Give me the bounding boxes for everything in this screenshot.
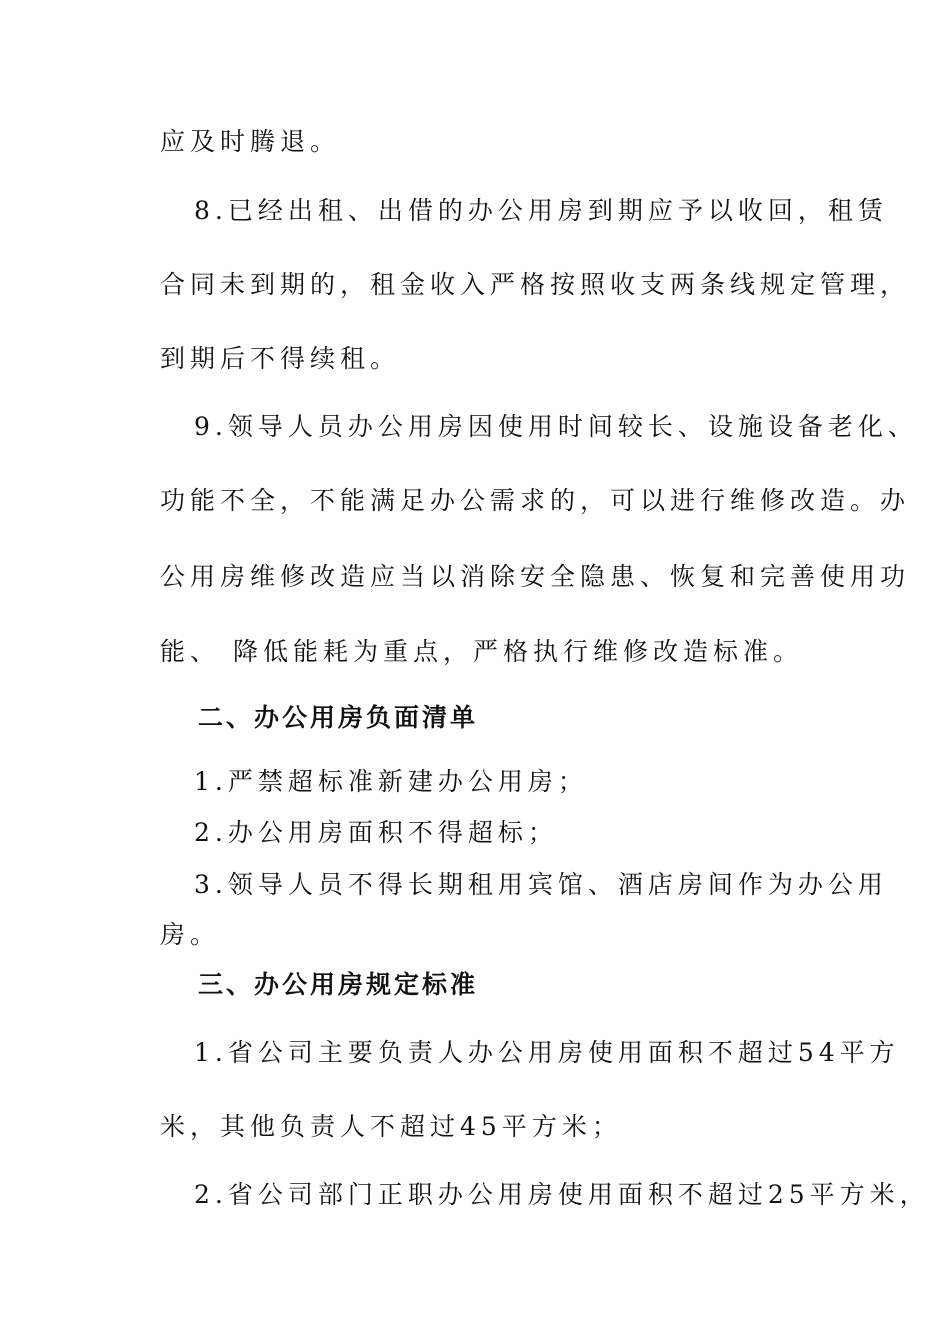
- paragraph-line: 公用房维修改造应当以消除安全隐患、恢复和完善使用功: [160, 562, 911, 591]
- paragraph-line: 合同未到期的，租金收入严格按照收支两条线规定管理，: [160, 270, 911, 299]
- paragraph-line: 米，其他负责人不超过45平方米；: [160, 1112, 622, 1141]
- paragraph-line: 2.省公司部门正职办公用房使用面积不超过25平方米，: [194, 1180, 930, 1209]
- paragraph-line: 9.领导人员办公用房因使用时间较长、设施设备老化、: [194, 412, 918, 441]
- list-item: 1.严禁超标准新建办公用房；: [194, 767, 588, 796]
- paragraph-line: 能、 降低能耗为重点，严格执行维修改造标准。: [160, 637, 803, 666]
- paragraph-line: 1.省公司主要负责人办公用房使用面积不超过54平方: [194, 1038, 900, 1067]
- paragraph-line: 8.已经出租、出借的办公用房到期应予以收回，租赁: [194, 196, 888, 225]
- section-heading: 二、办公用房负面清单: [198, 703, 479, 732]
- paragraph-line: 到期后不得续租。: [160, 344, 401, 373]
- list-item: 3.领导人员不得长期租用宾馆、酒店房间作为办公用: [194, 870, 888, 899]
- paragraph-line: 功能不全，不能满足办公需求的，可以进行维修改造。办: [160, 486, 911, 515]
- list-item: 2.办公用房面积不得超标；: [194, 818, 558, 847]
- section-heading: 三、办公用房规定标准: [198, 970, 479, 999]
- paragraph-line: 房。: [160, 920, 221, 949]
- paragraph-line: 应及时腾退。: [160, 127, 341, 156]
